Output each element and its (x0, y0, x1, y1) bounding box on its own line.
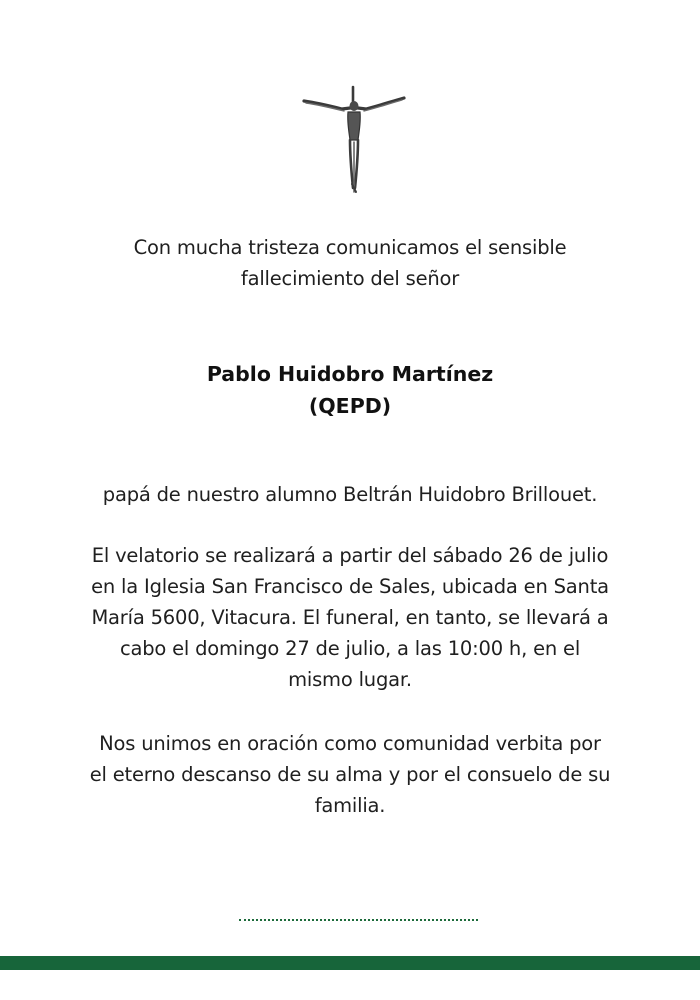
relation-text: papá de nuestro alumno Beltrán Huidobro Brillouet. (102, 483, 598, 506)
details-line: mismo lugar. (288, 668, 412, 691)
intro-line: Con mucha tristeza comunicamos el sensible (133, 236, 567, 259)
footer-band (0, 956, 700, 970)
qepd-label: (QEPD) (308, 394, 392, 418)
deceased-name: Pablo Huidobro Martínez (206, 362, 494, 386)
crucifix-icon (300, 84, 408, 196)
prayer-line: el eterno descanso de su alma y por el consuelo de su (89, 763, 611, 786)
prayer-line: Nos unimos en oración como comunidad verbita por (99, 732, 601, 755)
details-line: El velatorio se realizará a partir del sábado 26 de julio (91, 544, 609, 567)
details-line: cabo el domingo 27 de julio, a las 10:00 h, en el (119, 637, 581, 660)
dotted-divider (239, 919, 478, 921)
service-details (40, 540, 660, 695)
details-line: María 5600, Vitacura. El funeral, en tanto, se llevará a (91, 606, 609, 629)
intro-line: fallecimiento del señor (240, 267, 460, 290)
prayer-line: familia. (314, 794, 386, 817)
details-line: en la Iglesia San Francisco de Sales, ubicada en Santa (91, 575, 609, 598)
prayer-text (40, 728, 660, 821)
intro-text (40, 232, 660, 294)
